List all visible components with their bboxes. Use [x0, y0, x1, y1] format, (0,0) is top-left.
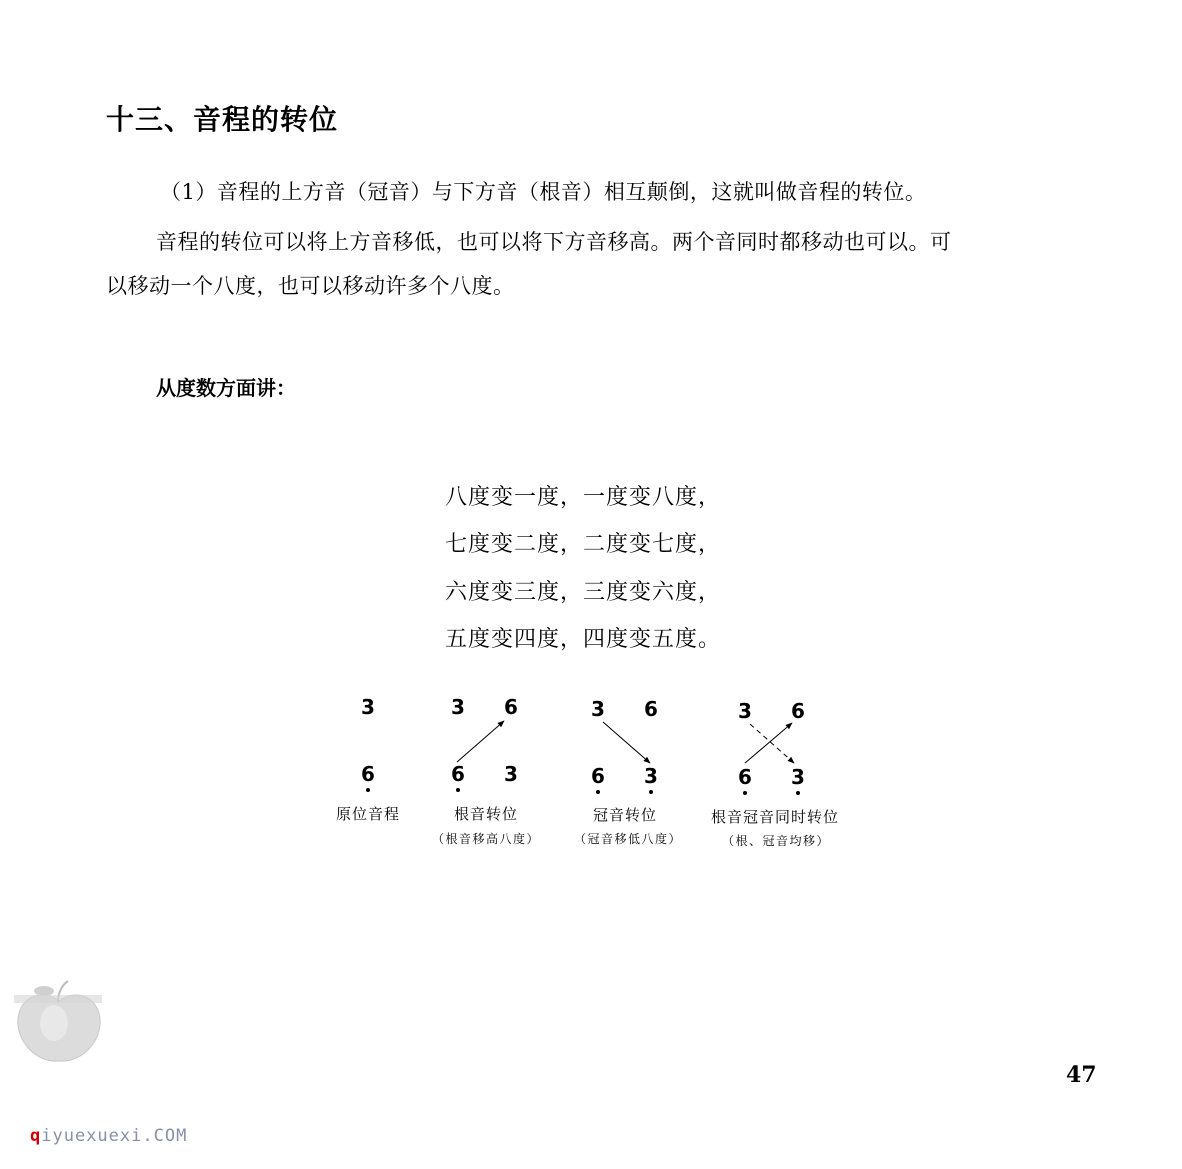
note-root-raised: 6 [504, 695, 518, 719]
paragraph-methods-line2: 以移动一个八度，也可以移动许多个八度。 [106, 274, 515, 298]
lower-octave-dot [649, 790, 653, 794]
watermark-text: iyuexuexi.COM [41, 1126, 188, 1146]
lower-octave-dot [456, 788, 460, 792]
diagram-caption: 冠音转位 [592, 806, 658, 824]
note-root-raised: 6 [791, 699, 805, 723]
paragraph-methods-line1: 音程的转位可以将上方音移低，也可以将下方音移高。两个音同时都移动也可以。可 [156, 230, 952, 254]
note-root: 6 [591, 764, 605, 788]
note-root-new-high: 6 [644, 697, 658, 721]
diagram-sub-caption: （冠音移低八度） [573, 832, 683, 846]
diagram-caption: 原位音程 [335, 805, 401, 823]
apple-logo-icon [14, 975, 104, 1067]
diagram-sub-caption: （根、冠音均移） [721, 834, 831, 848]
note-root: 6 [451, 762, 465, 786]
rule-line: 五度变四度，四度变五度。 [445, 627, 722, 652]
subheading-degrees: 从度数方面讲： [156, 376, 296, 400]
note-crown: 3 [451, 695, 465, 719]
arrow-crown-down [603, 722, 650, 763]
note-crown: 3 [361, 695, 375, 719]
site-watermark [30, 1126, 187, 1146]
rule-line: 六度变三度，三度变六度， [445, 580, 722, 605]
note-root: 6 [738, 765, 752, 789]
lower-octave-dot [796, 791, 800, 795]
note-root: 6 [361, 762, 375, 786]
page-number: 47 [1066, 1062, 1097, 1088]
arrow-both-crown-down [750, 724, 794, 763]
arrow-root-up [457, 721, 504, 762]
rule-line: 八度变一度，一度变八度， [445, 485, 722, 510]
note-crown: 3 [738, 699, 752, 723]
watermark-initial: q [30, 1126, 42, 1146]
paragraph-definition: （1）音程的上方音（冠音）与下方音（根音）相互颠倒，这就叫做音程的转位。 [160, 180, 927, 204]
diagram-sub-caption: （根音移高八度） [431, 832, 541, 846]
lower-octave-dot [596, 790, 600, 794]
diagram-caption: 根音转位 [453, 805, 519, 823]
section-heading: 十三、音程的转位 [106, 103, 339, 136]
arrow-both-root-up [745, 723, 792, 763]
lower-octave-dot [743, 791, 747, 795]
rule-line: 七度变二度，二度变七度， [445, 532, 722, 557]
note-crown-new-low: 3 [504, 762, 518, 786]
note-crown-lowered: 3 [644, 764, 658, 788]
note-crown-lowered: 3 [791, 765, 805, 789]
diagram-caption: 根音冠音同时转位 [710, 808, 840, 826]
note-crown: 3 [591, 697, 605, 721]
lower-octave-dot [366, 788, 370, 792]
